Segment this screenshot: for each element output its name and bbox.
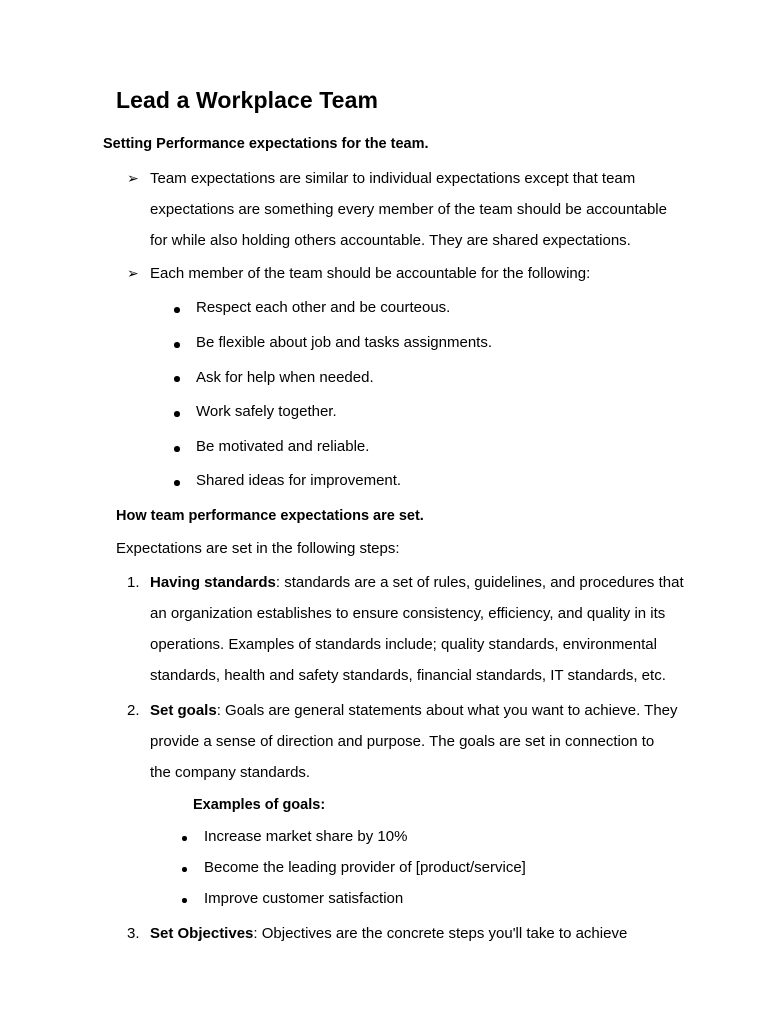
step-line: an organization establishes to ensure consistency, efficiency, and quality in its (150, 605, 666, 622)
step-line: provide a sense of direction and purpose. The goals are set in connection to (150, 733, 655, 750)
arrow-item-line: Team expectations are similar to individual expectations except that team (150, 170, 636, 187)
step-term: Set Objectives (150, 925, 254, 942)
bullet-dot-icon (174, 307, 180, 313)
goal-example-item: Increase market share by 10% (204, 828, 408, 845)
bullet-dot-icon (174, 342, 180, 348)
step-text: : Goals are general statements about what you want to achieve. They (216, 702, 678, 719)
step-line: operations. Examples of standards include; quality standards, environmental (150, 636, 657, 653)
bullet-dot-icon (182, 898, 187, 903)
goal-example-item: Improve customer satisfaction (204, 890, 404, 907)
examples-heading: Examples of goals: (193, 797, 326, 813)
arrow-bullet-icon: ➢ (127, 170, 139, 186)
arrow-item-line: Each member of the team should be accountable for the following: (150, 265, 591, 282)
step-term: Having standards (150, 574, 276, 591)
step-term: Set goals (150, 702, 217, 719)
step-number: 1. (127, 574, 140, 591)
list-item: Ask for help when needed. (196, 369, 374, 386)
step-text: : standards are a set of rules, guidelines, and procedures that (275, 574, 684, 591)
arrow-item-line: expectations are something every member of the team should be accountable (150, 201, 667, 218)
bullet-dot-icon (174, 480, 180, 486)
arrow-item-line: for while also holding others accountable. They are shared expectations. (150, 232, 631, 249)
list-item: Work safely together. (196, 403, 337, 420)
step-line: the company standards. (150, 764, 311, 781)
bullet-dot-icon (182, 836, 187, 841)
step-number: 3. (127, 925, 140, 942)
goal-example-item: Become the leading provider of [product/service] (204, 859, 526, 876)
step-first-line (150, 702, 678, 719)
page-title: Lead a Workplace Team (116, 87, 379, 113)
bullet-dot-icon (174, 376, 180, 382)
step-text: : Objectives are the concrete steps you'll take to achieve (253, 925, 628, 942)
bullet-dot-icon (174, 446, 180, 452)
list-item: Shared ideas for improvement. (196, 472, 402, 489)
section-heading-setting-expectations: Setting Performance expectations for the team. (103, 136, 429, 152)
step-first-line (150, 925, 627, 942)
section-heading-how-set: How team performance expectations are set. (116, 508, 424, 524)
list-item: Be flexible about job and tasks assignments. (196, 334, 493, 351)
list-item: Respect each other and be courteous. (196, 299, 451, 316)
step-first-line (150, 574, 684, 591)
step-number: 2. (127, 702, 140, 719)
bullet-dot-icon (174, 411, 180, 417)
steps-intro: Expectations are set in the following steps: (116, 540, 400, 557)
arrow-bullet-icon: ➢ (127, 265, 139, 281)
bullet-dot-icon (182, 867, 187, 872)
step-line: standards, health and safety standards, financial standards, IT standards, etc. (150, 667, 666, 684)
list-item: Be motivated and reliable. (196, 438, 370, 455)
